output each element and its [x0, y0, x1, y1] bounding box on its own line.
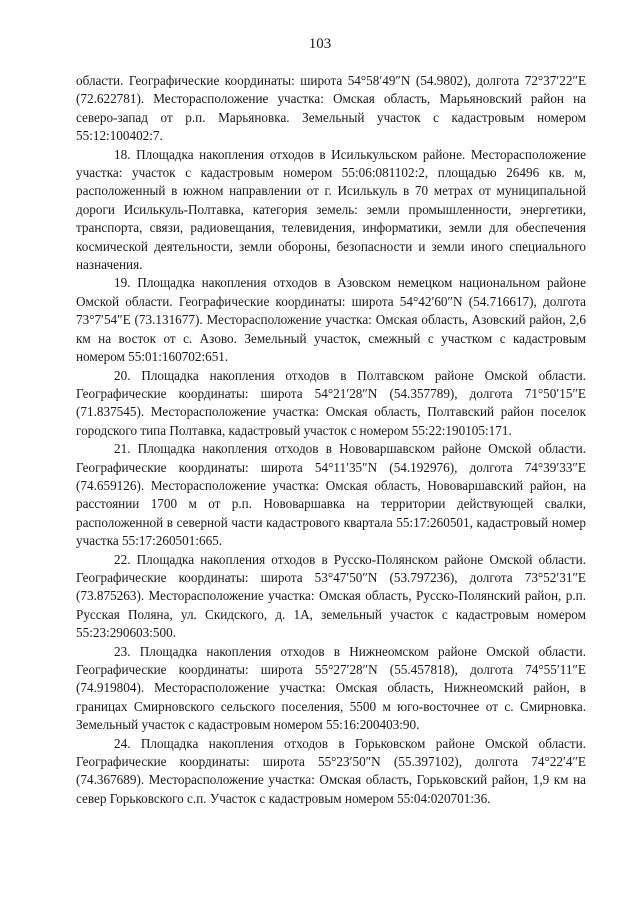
paragraph-item-22: 22. Площадка накопления отходов в Русско-Полянском районе Омской области. Географические координаты: широта 53°47′50″N (53.797236), долгота 73°52′31″E (73.875263). Месторасположение участка: Омская область, Русско-Полянский район, р.п. Русская Поляна, ул. Скидского, д. 1А, земельный участок с кадастровым номером 55:23:290603:500.: [76, 551, 586, 641]
paragraph-continuation: области. Географические координаты: широта 54°58′49″N (54.9802), долгота 72°37′22″E (72.622781). Месторасположение участка: Омская область, Марьяновский район на северо-запад от р.п. Марьяновка. Земельный участок с кадастровым номером 55:12:100402:7.: [76, 73, 586, 144]
paragraph-item-19: 19. Площадка накопления отходов в Азовском немецком национальном районе Омской области. Географические координаты: широта 54°42′60″N (54.716617), долгота 73°7′54″E (73.131677). Месторасположение участка: Омская область, Азовский район, 2,6 км на восток от с. Азово. Земельный участок, смежный с участком с кадастровым номером 55:01:160702:651.: [76, 275, 586, 365]
paragraph-item-20: 20. Площадка накопления отходов в Полтавском районе Омской области. Географические координаты: широта 54°21′28″N (54.357789), долгота 71°50′15″E (71.837545). Месторасположение участка: Омская область, Полтавский район поселок городского типа Полтавка, кадастровый участок с номером 55:22:190105:171.: [76, 367, 586, 438]
paragraph-item-24: 24. Площадка накопления отходов в Горьковском районе Омской области. Географические координаты: широта 55°23′50″N (55.397102), долгота 74°22′4″E (74.367689). Месторасположение участка: Омская область, Горьковский район, 1,9 км на север Горьковского с.п. Участок с кадастровым номером 55:04:020701:36.: [76, 735, 586, 806]
paragraph-item-21: 21. Площадка накопления отходов в Нововаршавском районе Омской области. Географические координаты: широта 54°11′35″N (54.192976), долгота 74°39′33″E (74.659126). Месторасположение участка: Омская область, Нововаршавский район, на расстоянии 1700 м от р.п. Нововаршавка на территории действующей свалки, расположенной в северной части кадастрового квартала 55:17:260501, кадастровый номер участка 55:17:260501:665.: [76, 441, 586, 549]
page-number: 103: [308, 36, 332, 52]
document-body: [76, 72, 586, 808]
paragraph-item-18: 18. Площадка накопления отходов в Исилькульском районе. Месторасположение участка: участок с кадастровым номером 55:06:081102:2, площадью 26496 кв. м, расположенный в южном направлении от г. Исилькуль в 70 метрах от муниципальной дороги Исилькуль-Полтавка, категория земель: земли промышленности, энергетики, транспорта, связи, радиовещания, телевидения, информатики, земли для обеспечения космической деятельности, земли обороны, безопасности и земли иного специального назначения.: [76, 146, 586, 273]
paragraph-item-23: 23. Площадка накопления отходов в Нижнеомском районе Омской области. Географические координаты: широта 55°27′28″N (55.457818), долгота 74°55′11″E (74.919804). Месторасположение участка: Омская область, Нижнеомский район, в границах Смирновского сельского поселения, 5500 м юго-восточнее от с. Смирновка. Земельный участок с кадастровым номером 55:16:200403:90.: [76, 643, 586, 733]
